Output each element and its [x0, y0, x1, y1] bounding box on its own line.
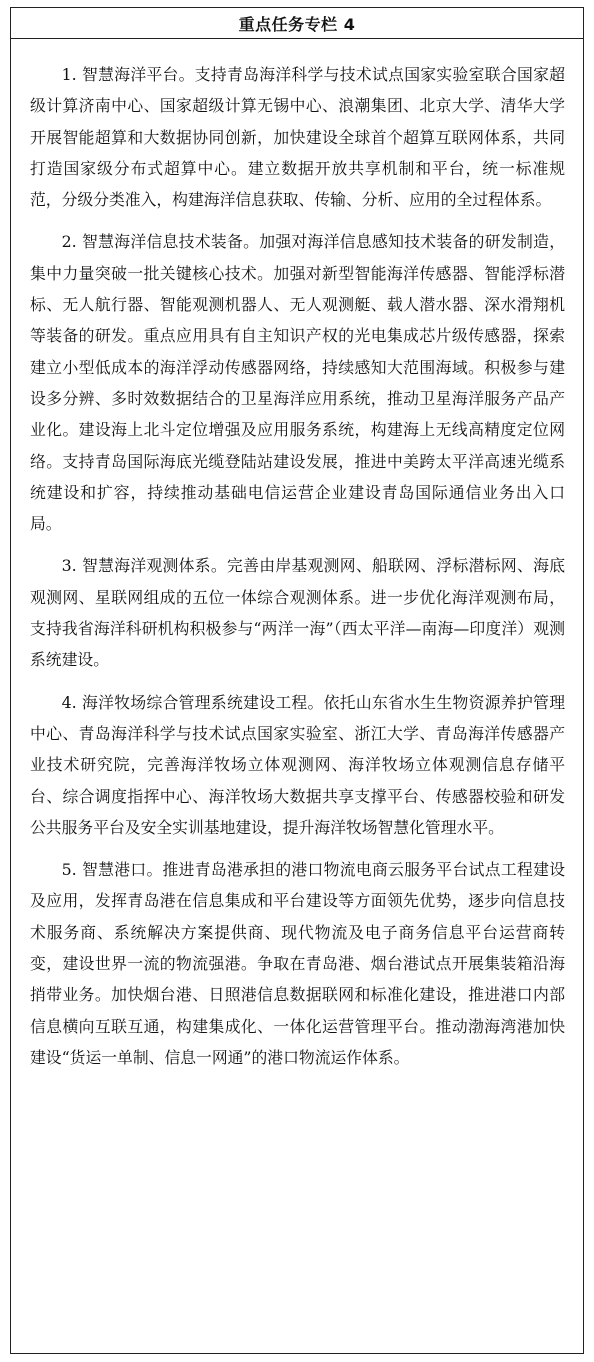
- task-paragraph-1: 1. 智慧海洋平台。支持青岛海洋科学与技术试点国家实验室联合国家超级计算济南中心、国家超级计算无锡中心、浪潮集团、北京大学、清华大学开展智能超算和大数据协同创新，加快建设全球首个超算互联网体系，共同打造国家级分布式超算中心。建立数据开放共享机制和平台，统一标准规范，分级分类准入，构建海洋信息获取、传输、分析、应用的全过程体系。: [30, 65, 565, 210]
- task-paragraph-4: 4. 海洋牧场综合管理系统建设工程。依托山东省水生生物资源养护管理中心、青岛海洋科学与技术试点国家实验室、浙江大学、青岛海洋传感器产业技术研究院，完善海洋牧场立体观测网、海洋牧场立体观测信息存储平台、综合调度指挥中心、海洋牧场大数据共享支撑平台、传感器校验和研发公共服务平台及安全实训基地建设，提升海洋牧场智慧化管理水平。: [30, 692, 565, 837]
- task-paragraph-5: 5. 智慧港口。推进青岛港承担的港口物流电商云服务平台试点工程建设及应用，发挥青岛港在信息集成和平台建设等方面领先优势，逐步向信息技术服务商、系统解决方案提供商、现代物流及电子商务信息平台运营商转变，建设世界一流的物流强港。争取在青岛港、烟台港试点开展集装箱沿海捎带业务。加快烟台港、日照港信息数据联网和标准化建设，推进港口内部信息横向互联互通，构建集成化、一体化运营管理平台。推动渤海湾港加快建设“货运一单制、信息一网通”的港口物流运作体系。: [30, 860, 565, 1067]
- box-title: 重点任务专栏 4: [238, 14, 356, 34]
- task-paragraph-2: 2. 智慧海洋信息技术装备。加强对海洋信息感知技术装备的研发制造，集中力量突破一批关键核心技术。加强对新型智能海洋传感器、智能浮标潜标、无人航行器、智能观测机器人、无人观测艇、载人潜水器、深水滑翔机等装备的研发。重点应用具有自主知识产权的光电集成芯片级传感器，探索建立小型低成本的海洋浮动传感器网络，持续感知大范围海域。积极参与建设多分辨、多时效数据结合的卫星海洋应用系统，推动卫星海洋服务产品产业化。建设海上北斗定位增强及应用服务系统，构建海上无线高精度定位网络。支持青岛国际海底光缆登陆站建设发展，推进中美跨太平洋高速光缆系统建设和扩容，持续推动基础电信运营企业建设青岛国际通信业务出入口局。: [30, 232, 565, 534]
- task-column-box: [10, 7, 584, 1354]
- task-paragraph-3: 3. 智慧海洋观测体系。完善由岸基观测网、船联网、浮标潜标网、海底观测网、星联网组成的五位一体综合观测体系。进一步优化海洋观测布局，支持我省海洋科研机构积极参与“两洋一海”（西太平洋—南海—印度洋）观测系统建设。: [30, 556, 565, 670]
- box-body: [11, 39, 583, 1073]
- box-header: [11, 8, 583, 39]
